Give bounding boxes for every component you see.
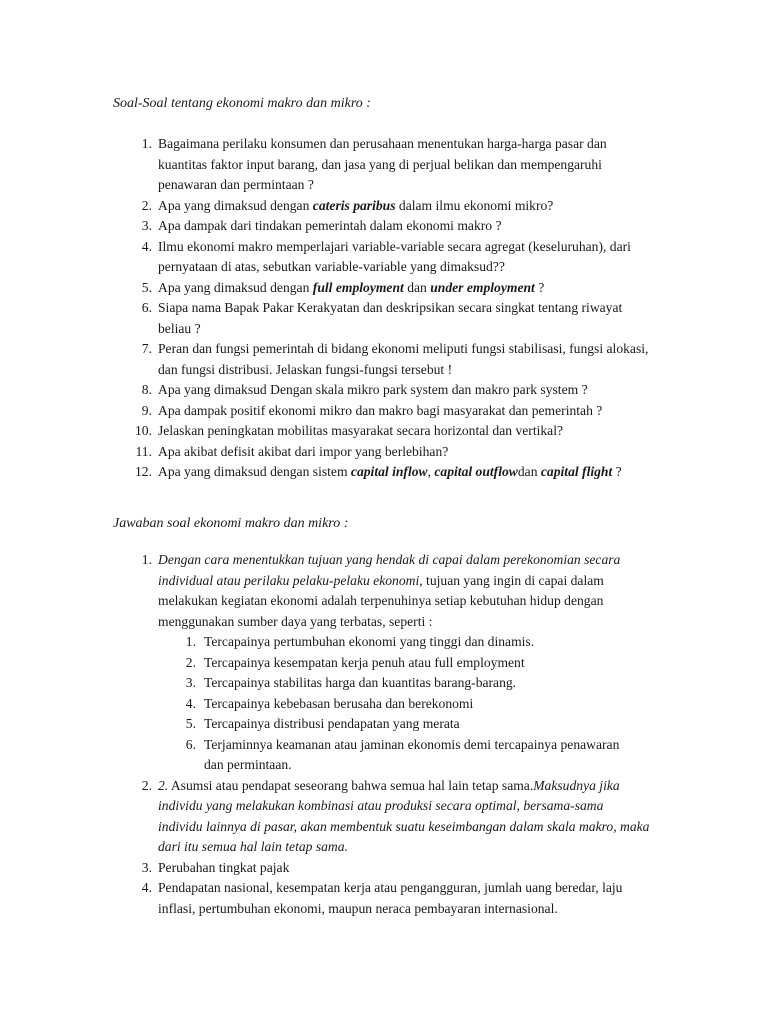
question-6: 6. Siapa nama Bapak Pakar Kerakyatan dan deskripsikan secara singkat tentang riwayat beliau ? <box>141 300 623 336</box>
sub-item-5: 5. Tercapainya distribusi pendapatan yang merata <box>185 716 460 731</box>
sub-item-3: 3. Tercapainya stabilitas harga dan kuantitas barang-barang. <box>185 675 517 690</box>
answer-4: 4. Pendapatan nasional, kesempatan kerja atau pengangguran, jumlah uang beredar, laju inflasi, pertumbuhan ekonomi, maupun neraca pembayaran internasional. <box>141 880 623 916</box>
questions-heading: Soal-Soal tentang ekonomi makro dan mikro : <box>113 96 371 111</box>
answer-1: 1. Dengan cara menentukkan tujuan yang hendak di capai dalam perekonomian secara individual atau perilaku pelaku-pelaku ekonomi, tujuan yang ingin di capai dalam melakukan kegiatan ekonomi adalah terpenuhinya setiap kebutuhan hidup dengan menggunakan sumber daya yang terbatas, seperti : 1. Tercapainya pertumbuhan ekonomi yang tinggi dan dinamis. 2. Tercapainya kesempatan kerja penuh atau full employment 3. Tercapainya stabilitas harga dan kuantitas barang-barang. 4. Tercapainya kebebasan berusaha dan berekonomi 5. Tercapainya distribusi pendapatan yang merata 6. Terjaminnya keamanan atau jaminan ekonomis demi tercapainya penawaran dan permintaan. <box>0 550 650 776</box>
question-8: 8. Apa yang dimaksud Dengan skala mikro park system dan makro park system ? <box>141 382 588 397</box>
question-5: 5. Apa yang dimaksud dengan full employment dan under employment ? <box>141 279 545 295</box>
question-4: 4. Ilmu ekonomi makro memperlajari variable-variable secara agregat (keseluruhan), dari pernyataan di atas, sebutkan variable-variable yang dimaksud?? <box>141 238 631 274</box>
question-3: 3. Apa dampak dari tindakan pemerintah dalam ekonomi makro ? <box>141 218 502 233</box>
question-2: 2. Apa yang dimaksud dengan cateris paribus dalam ilmu ekonomi mikro? <box>141 197 554 213</box>
sub-item-6: 6. Terjaminnya keamanan atau jaminan ekonomis demi tercapainya penawaran dan permintaan. <box>185 736 620 772</box>
question-10: 10. Jelaskan peningkatan mobilitas masyarakat secara horizontal dan vertikal? <box>135 423 564 438</box>
answer-1-sublist <box>158 632 650 776</box>
sub-item-4: 4. Tercapainya kebebasan berusaha dan berekonomi <box>185 695 474 711</box>
question-1: 1. Bagaimana perilaku konsumen dan perusahaan menentukan harga-harga pasar dan kuantitas faktor input barang, dan jasa yang di perjual belikan dan mempengaruhi penawaran dan permintaan ? <box>141 136 607 192</box>
answers-list <box>0 550 768 919</box>
question-12: 12. Apa yang dimaksud dengan sistem capital inflow, capital outflowdan capital flight ? <box>135 464 622 479</box>
question-7: 7. Peran dan fungsi pemerintah di bidang ekonomi meliputi fungsi stabilisasi, fungsi alokasi, dan fungsi distribusi. Jelaskan fungsi-fungsi tersebut ! <box>141 341 649 377</box>
answers-heading: Jawaban soal ekonomi makro dan mikro : <box>113 516 349 531</box>
sub-item-1: 1. Tercapainya pertumbuhan ekonomi yang tinggi dan dinamis. <box>185 634 535 649</box>
questions-list <box>0 134 768 483</box>
question-9: 9. Apa dampak positif ekonomi mikro dan makro bagi masyarakat dan pemerintah ? <box>141 402 603 418</box>
answer-3: 3. Perubahan tingkat pajak <box>141 859 290 875</box>
question-11: 11. Apa akibat defisit akibat dari impor yang berlebihan? <box>135 443 449 459</box>
sub-item-2: 2. Tercapainya kesempatan kerja penuh atau full employment <box>185 654 525 670</box>
answer-2: 2. 2. Asumsi atau pendapat seseorang bahwa semua hal lain tetap sama.Maksudnya jika individu yang melakukan kombinasi atau produksi secara optimal, bersama-sama individu lainnya di pasar, akan membentuk suatu keseimbangan dalam skala makro, maka dari itu semua hal lain tetap sama. <box>141 777 650 854</box>
